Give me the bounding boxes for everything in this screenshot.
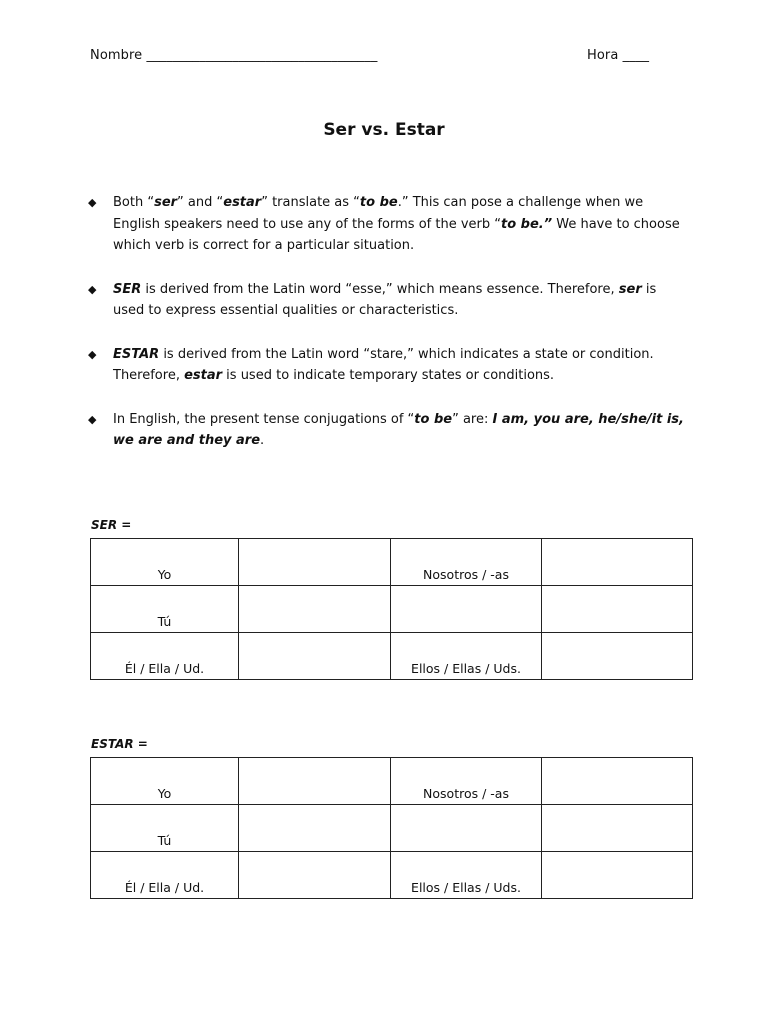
answer-cell[interactable] — [239, 852, 391, 899]
pronoun-cell: Ellos / Ellas / Uds. — [391, 633, 542, 680]
pronoun-cell: Tú — [91, 586, 239, 633]
pronoun-cell: Yo — [91, 758, 239, 805]
page-title: Ser vs. Estar — [323, 120, 445, 140]
table-row — [91, 758, 693, 805]
pronoun-cell: Tú — [91, 805, 239, 852]
estar-conjugation-table — [90, 757, 693, 899]
pronoun-cell: Nosotros / -as — [391, 539, 542, 586]
emphasis: ESTAR — [113, 346, 160, 362]
emphasis: ser — [618, 281, 642, 297]
answer-cell[interactable] — [542, 805, 693, 852]
text: is derived from the Latin word “stare,” which indicates a state or condition. Therefore, — [113, 346, 654, 383]
table-row — [91, 852, 693, 899]
table-row — [91, 539, 693, 586]
hora-field[interactable]: Hora ____ — [587, 48, 650, 63]
answer-cell[interactable] — [239, 539, 391, 586]
emphasis: to be — [414, 411, 453, 427]
pronoun-cell: Yo — [91, 539, 239, 586]
emphasis: ser — [154, 195, 178, 210]
bullet-estar-definition — [88, 344, 688, 387]
bullet-ser-definition — [88, 279, 688, 322]
nombre-field[interactable]: Nombre ___________________________________ — [90, 48, 378, 63]
answer-cell[interactable] — [542, 539, 693, 586]
pronoun-cell: Él / Ella / Ud. — [91, 852, 239, 899]
table-row — [91, 633, 693, 680]
text: ” are: — [452, 411, 493, 427]
text: .” This can pose a challenge when we English speakers need to use any of the forms of the verb “ — [113, 195, 644, 232]
text: We have to choose which verb is correct for a particular situation. — [113, 216, 680, 253]
emphasis: estar — [184, 368, 223, 383]
answer-cell[interactable] — [239, 633, 391, 680]
diamond-bullet-icon: ◆ — [88, 196, 97, 209]
text: ” and “ — [177, 195, 224, 210]
text: ” translate as “ — [261, 195, 360, 210]
emphasis: to be — [359, 195, 398, 210]
pronoun-cell: Él / Ella / Ud. — [91, 633, 239, 680]
text: is used to express essential qualities or characteristics. — [113, 281, 657, 318]
answer-cell[interactable] — [542, 758, 693, 805]
answer-cell[interactable] — [239, 586, 391, 633]
emphasis: to be.” — [500, 216, 553, 232]
ser-section-label: SER = — [91, 518, 132, 532]
answer-cell[interactable] — [542, 586, 693, 633]
pronoun-cell: Ellos / Ellas / Uds. — [391, 852, 542, 899]
emphasis: SER — [113, 281, 142, 297]
bullet-list — [88, 192, 688, 452]
bullet-ser-estar-intro — [88, 192, 688, 257]
pronoun-cell — [391, 586, 542, 633]
estar-section-label: ESTAR = — [91, 737, 148, 751]
emphasis: I am, you are, he/she/it is, we are and they are — [113, 411, 684, 448]
pronoun-cell — [391, 805, 542, 852]
text: Both “ — [113, 195, 155, 210]
diamond-bullet-icon: ◆ — [88, 347, 97, 361]
answer-cell[interactable] — [239, 805, 391, 852]
table-row — [91, 805, 693, 852]
emphasis: estar — [223, 195, 262, 210]
pronoun-cell: Nosotros / -as — [391, 758, 542, 805]
answer-cell[interactable] — [239, 758, 391, 805]
ser-conjugation-table — [90, 538, 693, 680]
diamond-bullet-icon: ◆ — [88, 282, 97, 296]
answer-cell[interactable] — [542, 852, 693, 899]
text: . — [260, 433, 265, 448]
table-row — [91, 586, 693, 633]
text: is derived from the Latin word “esse,” which means essence. Therefore, — [141, 281, 619, 297]
diamond-bullet-icon: ◆ — [88, 412, 97, 426]
bullet-english-conjugations — [88, 409, 688, 452]
text: is used to indicate temporary states or conditions. — [222, 368, 555, 383]
text: In English, the present tense conjugations of “ — [113, 411, 415, 427]
answer-cell[interactable] — [542, 633, 693, 680]
